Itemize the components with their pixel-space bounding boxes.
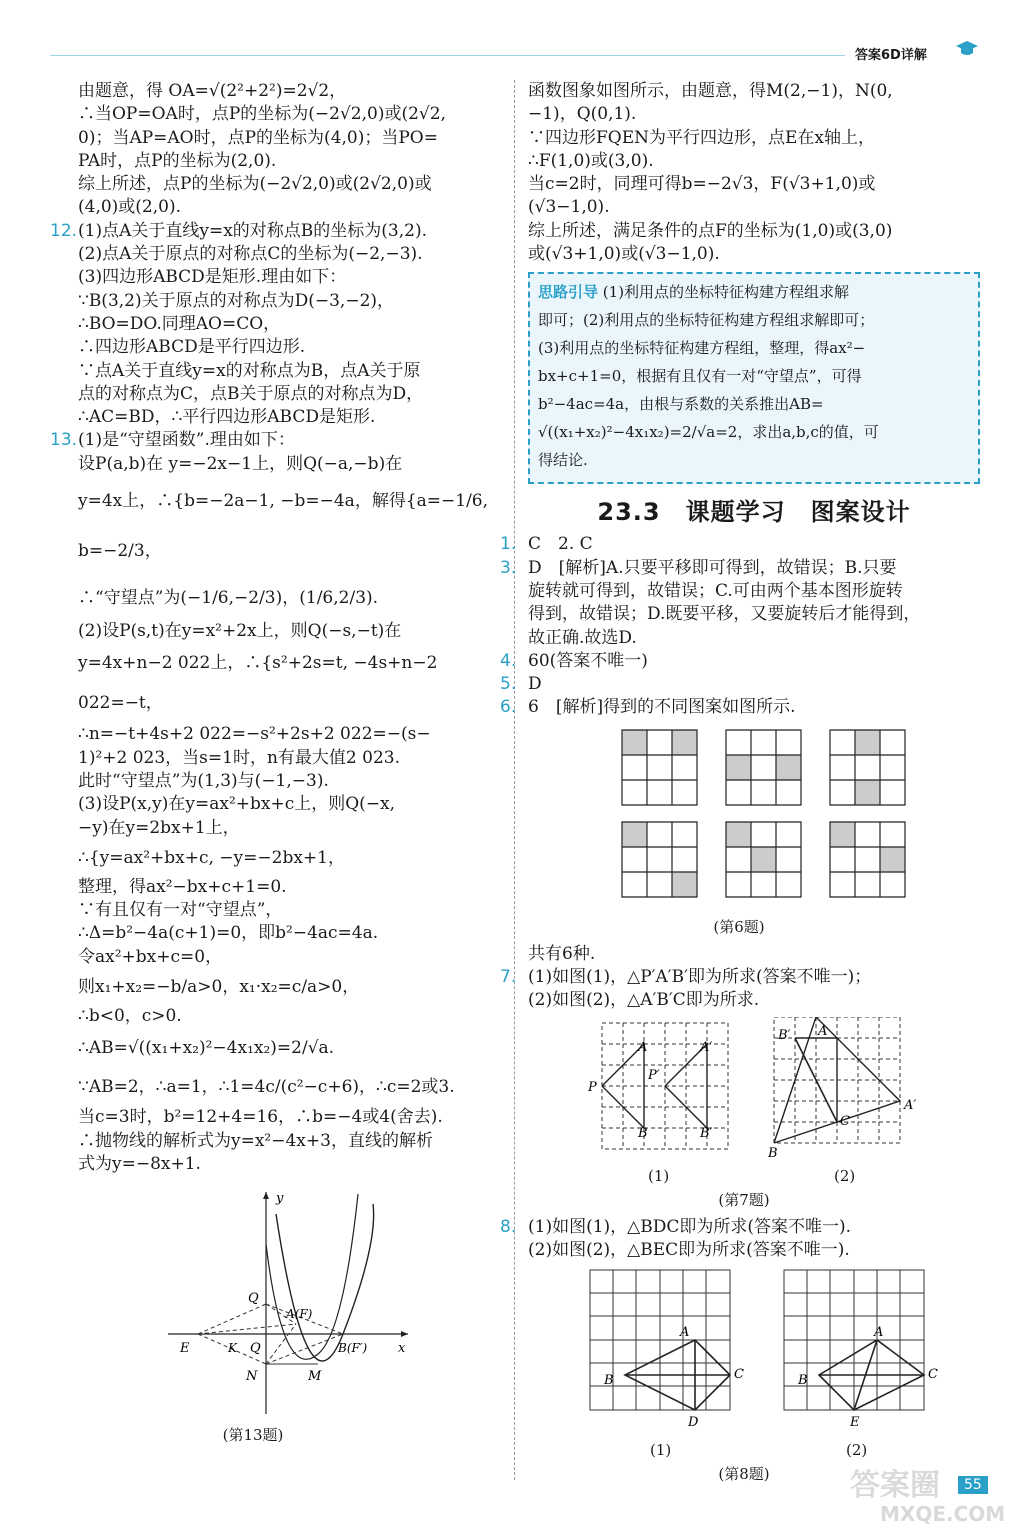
text-line: 整理，得ax²−bx+c+1=0. [78, 876, 287, 897]
point-label: N [246, 1369, 258, 1385]
pattern-grid [830, 822, 905, 897]
header-rule [50, 55, 845, 56]
point-label: K [228, 1341, 237, 1356]
pattern-grid [726, 730, 801, 805]
figure-caption: (第8题) [718, 1465, 770, 1484]
text-line: PA时，点P的坐标为(2,0). [78, 150, 277, 171]
text-line: ∵点A关于直线y=x的对称点为B，点A关于原 [78, 360, 421, 381]
text-line: (√3−1,0). [528, 197, 610, 218]
hint-label: 思路引导 [538, 283, 599, 302]
text-line: (3)利用点的坐标特征构建方程组，整理，得ax²− [538, 339, 866, 358]
point-label: E [850, 1415, 860, 1431]
text-line: 函数图象如图所示，由题意，得M(2,−1)，N(0, [528, 81, 893, 101]
pattern-grid [622, 730, 697, 805]
point-label: A [818, 1023, 828, 1039]
figure-6-patterns [588, 726, 1018, 916]
left-column [50, 80, 503, 1445]
point-label: Q [248, 1291, 259, 1307]
watermark-logo: 答案圈 [850, 1468, 940, 1503]
text-line: 令ax²+bx+c=0， [78, 946, 223, 967]
answer-line: 4. 60(答案不唯一) [500, 650, 648, 671]
text-line: ∴抛物线的解析式为y=x²−4x+3，直线的解析 [78, 1130, 433, 1151]
text-line: (1)是“守望函数”.理由如下： [78, 430, 295, 451]
text-line: −y)在y=2bx+1上， [78, 817, 240, 838]
text-line: 由题意，得 OA=√(2²+2²)=2√2， [78, 81, 347, 101]
answer-line: 1. C 2. C [500, 534, 593, 555]
text-line: (2)如图(2)，△A′B′C即为所求. [528, 990, 760, 1011]
question-number: 12. [50, 220, 78, 241]
text-line: ∴{y=ax²+bx+c, −y=−2bx+1， [78, 847, 345, 868]
axis-label-y: y [276, 1191, 284, 1207]
text-line: y=4x上，∴{b=−2a−1, −b=−4a，解得{a=−1/6, b=−2/3， [78, 491, 494, 562]
text-line: (2)如图(2)，△BEC即为所求(答案不唯一). [528, 1239, 850, 1260]
text-line: 点的对称点为C，点B关于原点的对称点为D， [78, 383, 424, 404]
text-line: ∴F(1,0)或(3,0). [528, 150, 654, 171]
answer-line: 6. 6 [解析]得到的不同图案如图所示. [500, 697, 796, 718]
question-12 [50, 220, 503, 243]
pattern-grid [830, 730, 905, 805]
text-line: ∴AC=BD，∴平行四边形ABCD是矩形. [78, 407, 376, 428]
point-label: C [734, 1367, 744, 1383]
text-line: ∴BO=DO.同理AO=CO， [78, 313, 281, 334]
figure-13-graph [158, 1184, 418, 1424]
text-line: ∵B(3,2)关于原点的对称点为D(−3,−2)， [78, 290, 395, 311]
text-line: 当c=3时，b²=12+4=16，∴b=−4或4(舍去). [78, 1107, 443, 1128]
text-line: 设P(a,b)在 y=−2x−1上，则Q(−a,−b)在 [78, 453, 403, 474]
text-line: (1)点A关于直线y=x的对称点B的坐标为(3,2). [78, 220, 427, 241]
text-line: ∴“守望点”为(−1/6,−2/3)，(1/6,2/3). [78, 588, 379, 609]
text-line: (4,0)或(2,0). [78, 197, 182, 218]
text-line: ∴b<0，c>0. [78, 1006, 182, 1027]
text-line: 式为y=−8x+1. [78, 1153, 201, 1174]
pattern-grid [726, 822, 801, 897]
point-label: B′ [778, 1027, 791, 1043]
column-divider [514, 80, 515, 1480]
header-title: 答案6D详解 [855, 48, 927, 63]
text-line: ∴四边形ABCD是平行四边形. [78, 337, 306, 358]
text-line: 综上所述，满足条件的点F的坐标为(1,0)或(3,0) [528, 220, 893, 241]
text-line: 得结论. [538, 451, 588, 470]
point-label: A′ [700, 1039, 713, 1055]
point-label: D [688, 1415, 699, 1431]
question-8: 8. (1)如图(1)，△BDC即为所求(答案不唯一). [500, 1216, 852, 1237]
text-line: y=4x+n−2 022上，∴{s²+2s=t, −4s+n−2 022=−t， [78, 653, 443, 714]
figure-caption: (第13题) [222, 1426, 284, 1445]
text-line: ∵有且仅有一对“守望点”， [78, 900, 283, 921]
text-line: 综上所述，点P的坐标为(−2√2,0)或(2√2,0)或 [78, 174, 432, 195]
point-label: B(F′) [338, 1341, 368, 1356]
figure-7 [588, 1017, 988, 1167]
subcaption: (1) [650, 1441, 672, 1460]
text-line: bx+c+1=0，根据有且仅有一对“守望点”，可得 [538, 367, 862, 386]
answer-line: 3. D [解析]A.只要平移即可得到，故错误；B.只要 [500, 557, 897, 578]
text-line: 即可；(2)利用点的坐标特征构建方程组求解即可； [538, 311, 875, 330]
text-line: ∴Δ=b²−4a(c+1)=0，即b²−4ac=4a. [78, 923, 379, 944]
text-line: ∴当OP=OA时，点P的坐标为(−2√2,0)或(2√2, [78, 104, 446, 125]
point-label: B [798, 1373, 808, 1389]
point-label: C [928, 1367, 938, 1383]
text-line: (2)设P(s,t)在y=x²+2x上，则Q(−s,−t)在 [78, 621, 402, 642]
text-line: 1)²+2 023，当s=1时，n有最大值2 023. [78, 747, 400, 768]
hint-box [528, 272, 980, 484]
text-line: ∴AB=√((x₁+x₂)²−4x₁x₂)=2/√a. [78, 1038, 335, 1059]
text-line: 或(√3+1,0)或(√3−1,0). [528, 244, 720, 265]
point-label: P′ [648, 1067, 660, 1083]
section-title: 23.3 课题学习 图案设计 [597, 498, 911, 527]
subcaption: (1) [648, 1166, 670, 1185]
text-line: 则x₁+x₂=−b/a>0，x₁·x₂=c/a>0， [78, 977, 360, 998]
answer-line: 得到，故错误；D.既要平移，又要旋转后才能得到， [528, 604, 921, 625]
text-line: ∴n=−t+4s+2 022=−s²+2s+2 022=−(s− [78, 724, 431, 745]
answer-line: 旋转就可得到，故错误；C.可由两个基本图形旋转 [528, 580, 903, 601]
subcaption: (2) [846, 1441, 868, 1460]
watermark-url: MXQE.COM [880, 1502, 1006, 1526]
question-7: 7. (1)如图(1)，△P′A′B′即为所求(答案不唯一)； [500, 967, 872, 988]
question-13 [50, 429, 503, 452]
subcaption: (2) [834, 1166, 856, 1185]
text-line: 此时“守望点”为(1,3)与(−1,−3). [78, 770, 329, 791]
point-label: E [180, 1341, 190, 1357]
text-line: √((x₁+x₂)²−4x₁x₂)=2/√a=2，求出a,b,c的值，可 [538, 423, 879, 442]
text-line: (3)四边形ABCD是矩形.理由如下： [78, 267, 347, 288]
point-label: Q [250, 1341, 261, 1357]
answer-line: 5. D [500, 674, 542, 695]
point-label: M [308, 1369, 322, 1385]
text-line: −1)，Q(0,1). [528, 104, 637, 125]
figure-caption: (第7题) [718, 1190, 770, 1209]
point-label: B′ [700, 1125, 713, 1141]
point-label: B [768, 1145, 778, 1161]
text-line: (2)点A关于原点的对称点C的坐标为(−2,−3). [78, 244, 423, 265]
question-number: 13. [50, 430, 78, 451]
figure-caption: (第6题) [713, 917, 765, 936]
point-label: A [638, 1039, 648, 1055]
text-line: (3)设P(x,y)在y=ax²+bx+c上，则Q(−x, [78, 794, 396, 815]
figure-7-subcaptions [528, 1167, 980, 1189]
point-label: A [680, 1325, 690, 1341]
page-number: 55 [958, 1476, 988, 1494]
point-label: B [638, 1125, 648, 1141]
text-line: 0)；当AP=AO时，点P的坐标为(4,0)；当PO= [78, 127, 438, 148]
text-line: 共有6种. [528, 943, 596, 964]
right-column [500, 80, 980, 1484]
figure-8 [584, 1266, 984, 1441]
axis-label-x: x [398, 1341, 406, 1357]
text-line: (1)利用点的坐标特征构建方程组求解 [602, 283, 850, 302]
graduation-cap-icon [955, 40, 979, 58]
text-line: b²−4ac=4a，由根与系数的关系推出AB= [538, 395, 824, 414]
point-label: P [588, 1079, 597, 1095]
text-line: ∵四边形FQEN为平行四边形，点E在x轴上， [528, 127, 876, 148]
point-label: B [604, 1373, 614, 1389]
point-label: A′ [904, 1097, 917, 1113]
pattern-grid [622, 822, 697, 897]
point-label: C [840, 1113, 850, 1129]
text-line: ∵AB=2，∴a=1，∴1=4c/(c²−c+6)，∴c=2或3. [78, 1077, 455, 1098]
point-label: A(F) [286, 1307, 313, 1322]
answer-line: 故正确.故选D. [528, 627, 637, 648]
text-line: 当c=2时，同理可得b=−2√3，F(√3+1,0)或 [528, 174, 876, 195]
point-label: A [874, 1325, 884, 1341]
